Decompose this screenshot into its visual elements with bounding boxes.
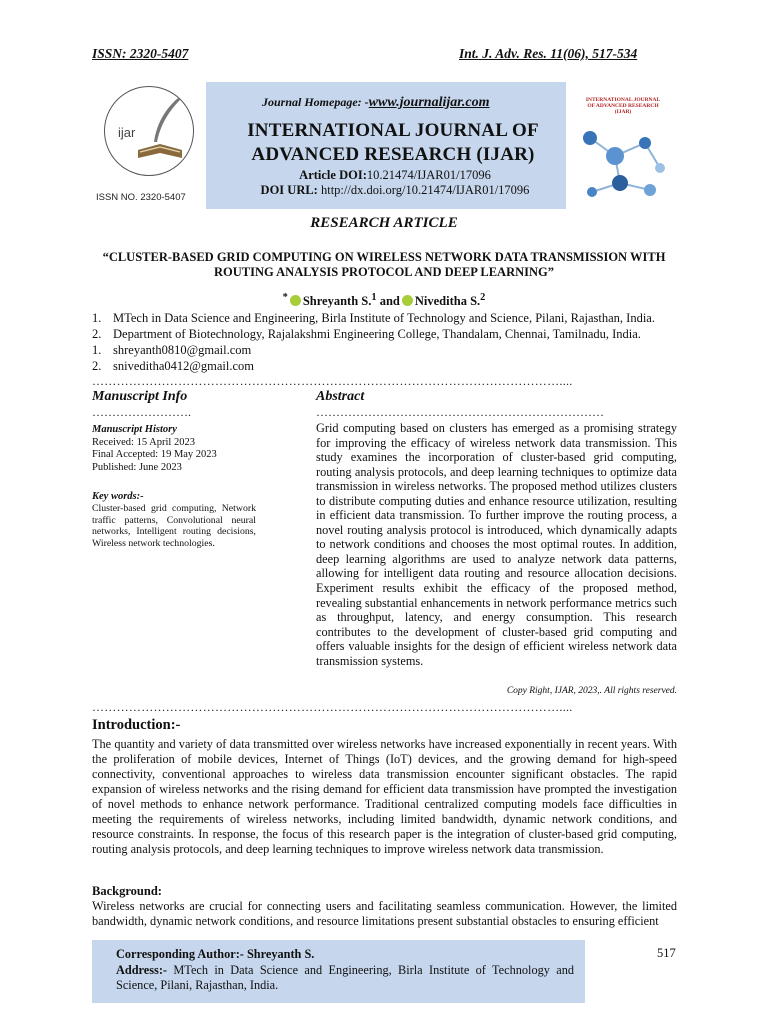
- doi-value: 10.21474/IJAR01/17096: [366, 168, 491, 182]
- affiliation-num: 1.: [92, 343, 102, 357]
- email-link[interactable]: sniveditha0412@gmail.com: [113, 359, 255, 373]
- keywords-label: Key words:-: [92, 491, 144, 502]
- homepage-label: Journal Homepage: -: [262, 95, 369, 109]
- dotted-divider: …………………….: [92, 405, 191, 419]
- cover-title: INTERNATIONAL JOURNAL OF ADVANCED RESEARCH (IJAR): [585, 97, 661, 115]
- introduction-text: The quantity and variety of data transmitted over wireless networks have increased exponentially in recent years. With the proliferation of mobile devices, Internet of Things (IoT) devices, and the growing demand for high-speed connectivity, conventional approaches to wireless data transmission encounter significant obstacles. The rapid expansion of wireless networks and the rising demand for efficient data transmission have prompted the investigation of novel methods to enhance network performance. Traditional centralized computing models face difficulties in meeting the requirements of wireless networks, including limited bandwidth, dynamic network conditions, and resource constraints. In response, the focus of this research paper is the integration of cluster-based grid computing, routing analysis protocols, and deep learning techniques to improve wireless network data transmission.: [92, 737, 677, 856]
- introduction-heading: Introduction:-: [92, 717, 181, 733]
- history-label: Manuscript History: [92, 424, 177, 435]
- copyright-note: Copy Right, IJAR, 2023,. All rights reserved.: [506, 686, 677, 696]
- journal-homepage: [262, 95, 490, 111]
- doi-label: Article DOI:: [299, 168, 367, 182]
- doi-block: [230, 168, 560, 198]
- author-1-sup: 1: [371, 292, 377, 303]
- paper-title: [92, 250, 676, 280]
- orcid-icon[interactable]: [290, 295, 301, 306]
- quill-book-icon: [138, 96, 188, 166]
- author-conjunction: and: [376, 294, 400, 309]
- issn-header: ISSN: 2320-5407: [92, 46, 189, 61]
- keywords-line: Wireless network technologies.: [92, 538, 215, 550]
- abstract-text: Grid computing based on clusters has emerged as a promising strategy for improving the efficacy of wireless network data transmission. This study examines the incorporation of cluster-based grid computing, routing analysis protocols, and deep learning techniques to optimize data transmission in wireless networks. The proposed method utilizes clusters to distribute computing duties and enhance resource utilization, resulting in efficient data transmission. To further improve the routing process, a novel routing analysis protocol is introduced, which dynamically adapts to network conditions and chooses the most optimal routes. In addition, deep learning algorithms are used to analyze network data patterns, allowing for intelligent data routing and resource allocation decisions. Experiment results exhibit the efficacy of the proposed method, revealing substantial enhancements in network performance metrics such as throughput, latency, and energy consumption. This research contributes to the development of cluster-based grid computing and offers valuable insights for the design of efficient wireless network data transmission systems.: [316, 421, 677, 668]
- dotted-divider: ……………………………………………………………………………………………………....: [92, 700, 573, 714]
- affiliation-num: 2.: [92, 327, 102, 341]
- doi-url-label: DOI URL:: [260, 183, 318, 197]
- affiliation-list: [92, 310, 655, 374]
- manuscript-history: [92, 424, 262, 474]
- doi-url-link[interactable]: http://dx.doi.org/10.21474/IJAR01/17096: [320, 183, 530, 197]
- keywords-line: traffic patterns, Convolutional neural: [92, 514, 256, 526]
- email-link[interactable]: shreyanth0810@gmail.com: [113, 343, 252, 357]
- published-date: Published: June 2023: [92, 461, 182, 473]
- received-date: Received: 15 April 2023: [92, 436, 195, 448]
- homepage-link[interactable]: www.journalijar.com: [368, 95, 490, 110]
- journal-title: [218, 119, 568, 167]
- manuscript-info-heading: Manuscript Info: [92, 389, 188, 404]
- address-text: MTech in Data Science and Engineering, Birla Institute of Technology and Science, Pilani, Rajasthan, India.: [116, 962, 574, 992]
- paper-title-line1: “CLUSTER-BASED GRID COMPUTING ON WIRELESS NETWORK DATA TRANSMISSION WITH: [102, 250, 666, 264]
- corresponding-author-content: [116, 947, 574, 994]
- keywords-line: networks, Intelligent routing decisions,: [92, 526, 256, 538]
- affiliation-item: [92, 342, 655, 358]
- page-number: 517: [657, 946, 676, 960]
- logo-text: ijar: [118, 125, 136, 140]
- orcid-icon[interactable]: [402, 295, 413, 306]
- affiliation-text: MTech in Data Science and Engineering, Birla Institute of Technology and Science, Pilani, Rajasthan, India.: [113, 311, 655, 325]
- affiliation-num: 2.: [92, 359, 102, 373]
- citation-header: Int. J. Adv. Res. 11(06), 517-534: [459, 46, 638, 61]
- keywords-block: [92, 491, 256, 550]
- dotted-divider: ……………………………………………………………………………………………………....: [92, 374, 573, 388]
- journal-title-line1: INTERNATIONAL JOURNAL OF: [247, 120, 539, 141]
- logo-issn: ISSN NO. 2320-5407: [96, 192, 186, 203]
- affiliation-text: Department of Biotechnology, Rajalakshmi Engineering College, Thandalam, Chennai, Tamilnadu, India.: [113, 327, 641, 341]
- corresponding-address: [116, 963, 574, 994]
- background-heading: Background:: [92, 884, 162, 898]
- article-type: RESEARCH ARTICLE: [310, 215, 458, 231]
- author-2: Niveditha S.: [414, 294, 481, 309]
- abstract-heading: Abstract: [316, 389, 365, 404]
- address-label: Address:-: [116, 962, 168, 977]
- affiliation-item: [92, 358, 655, 374]
- author-1: Shreyanth S.: [302, 294, 372, 309]
- paper-title-line2: ROUTING ANALYSIS PROTOCOL AND DEEP LEARNING”: [213, 265, 554, 279]
- molecule-illustration-icon: [570, 118, 670, 206]
- dotted-divider: ………………………………………………………………: [316, 405, 604, 419]
- author-2-sup: 2: [480, 292, 486, 303]
- background-text: Wireless networks are crucial for connecting users and facilitating seamless communication. However, the limited bandwidth, dynamic network conditions, and resource limitations present substantial obstacles to ensuring efficient: [92, 899, 677, 928]
- author-line: [0, 292, 768, 309]
- corresponding-author-label: Corresponding Author:- Shreyanth S.: [116, 947, 315, 961]
- affiliation-item: [92, 310, 655, 326]
- journal-title-line2: ADVANCED RESEARCH (IJAR): [251, 144, 535, 165]
- accepted-date: Final Accepted: 19 May 2023: [92, 449, 217, 460]
- corresponding-marker: *: [282, 292, 288, 303]
- keywords-line: Cluster-based grid computing, Network: [92, 502, 256, 514]
- affiliation-num: 1.: [92, 311, 102, 325]
- affiliation-item: [92, 326, 655, 342]
